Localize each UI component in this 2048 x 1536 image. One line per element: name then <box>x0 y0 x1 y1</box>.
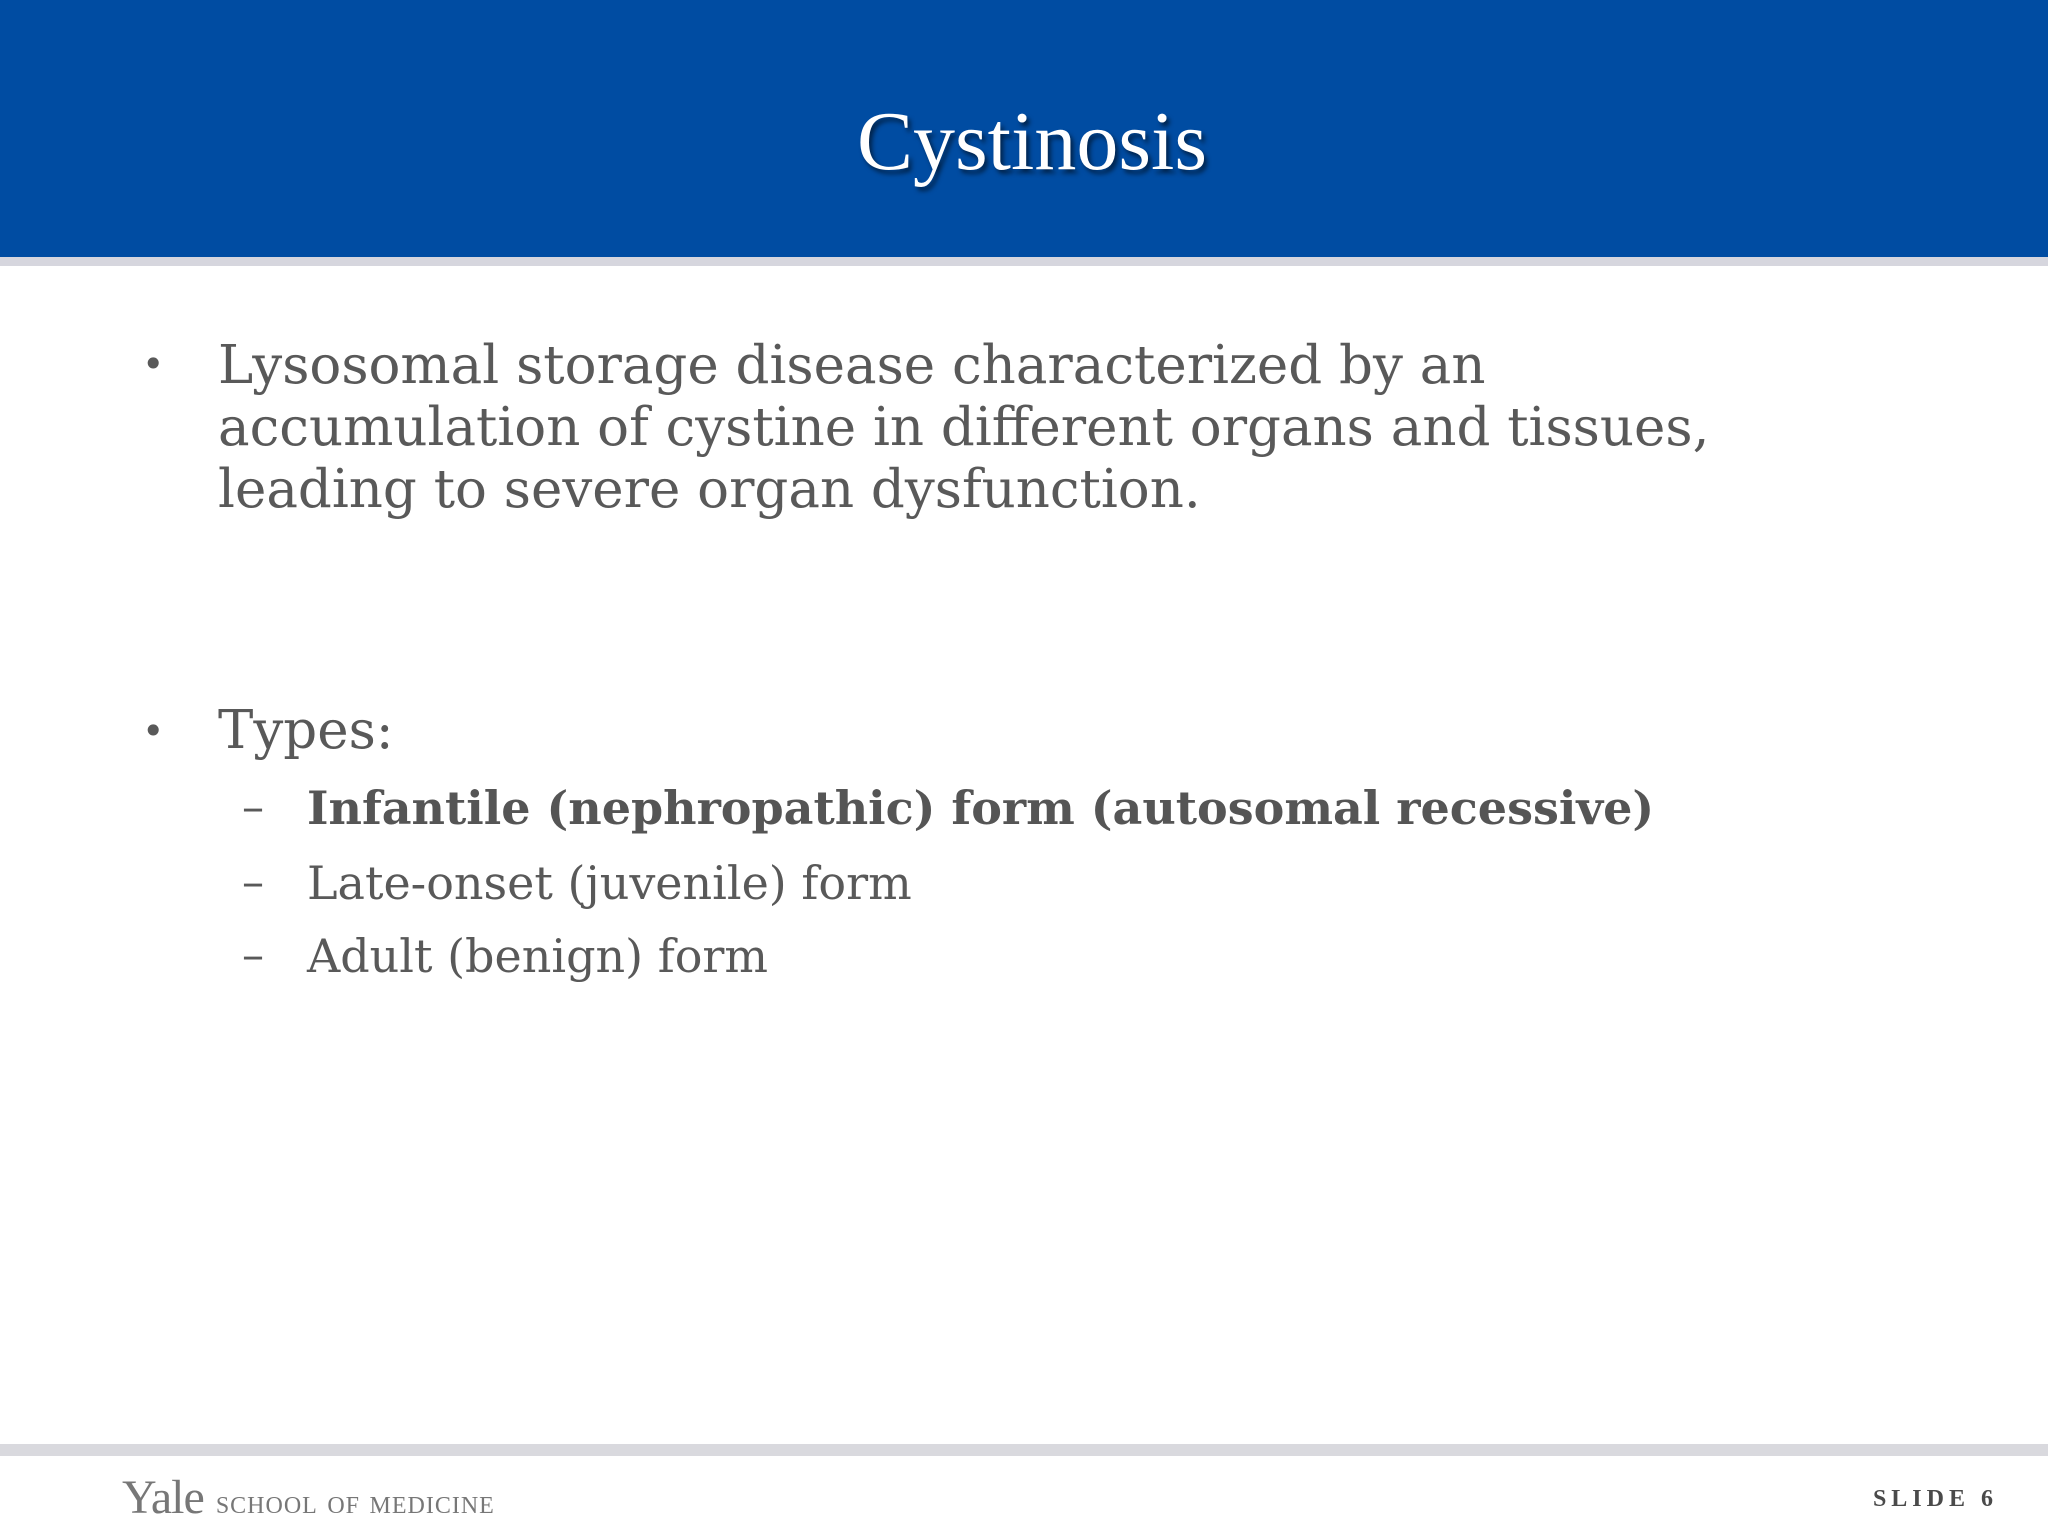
bullet-marker: • <box>142 709 165 753</box>
yale-school-of-medicine-logo <box>122 1470 495 1525</box>
sub-bullet-infantile: Infantile (nephropathic) form (autosomal recessive) <box>307 781 1655 835</box>
bullet-types: Types: <box>218 700 394 761</box>
bullet-marker: • <box>142 342 165 386</box>
sub-bullet-late-onset: Late-onset (juvenile) form <box>307 856 912 910</box>
logo-school-wordmark: school of medicine <box>215 1484 495 1521</box>
slide-title: Cystinosis <box>856 95 1208 188</box>
slide-number: SLIDE 6 <box>1872 1486 1998 1512</box>
sub-bullet-marker: – <box>242 857 264 908</box>
sub-bullet-marker: – <box>242 782 264 833</box>
logo-yale-wordmark: Yale <box>122 1471 204 1524</box>
bullet-definition: Lysosomal storage disease characterized by an accumulation of cystine in different organs and tissues, leading to severe organ dysfunction. <box>218 335 1710 520</box>
footer-divider <box>0 1444 2048 1456</box>
sub-bullet-marker: – <box>242 930 264 981</box>
header-divider <box>0 257 2048 266</box>
sub-bullet-adult: Adult (benign) form <box>307 929 769 983</box>
